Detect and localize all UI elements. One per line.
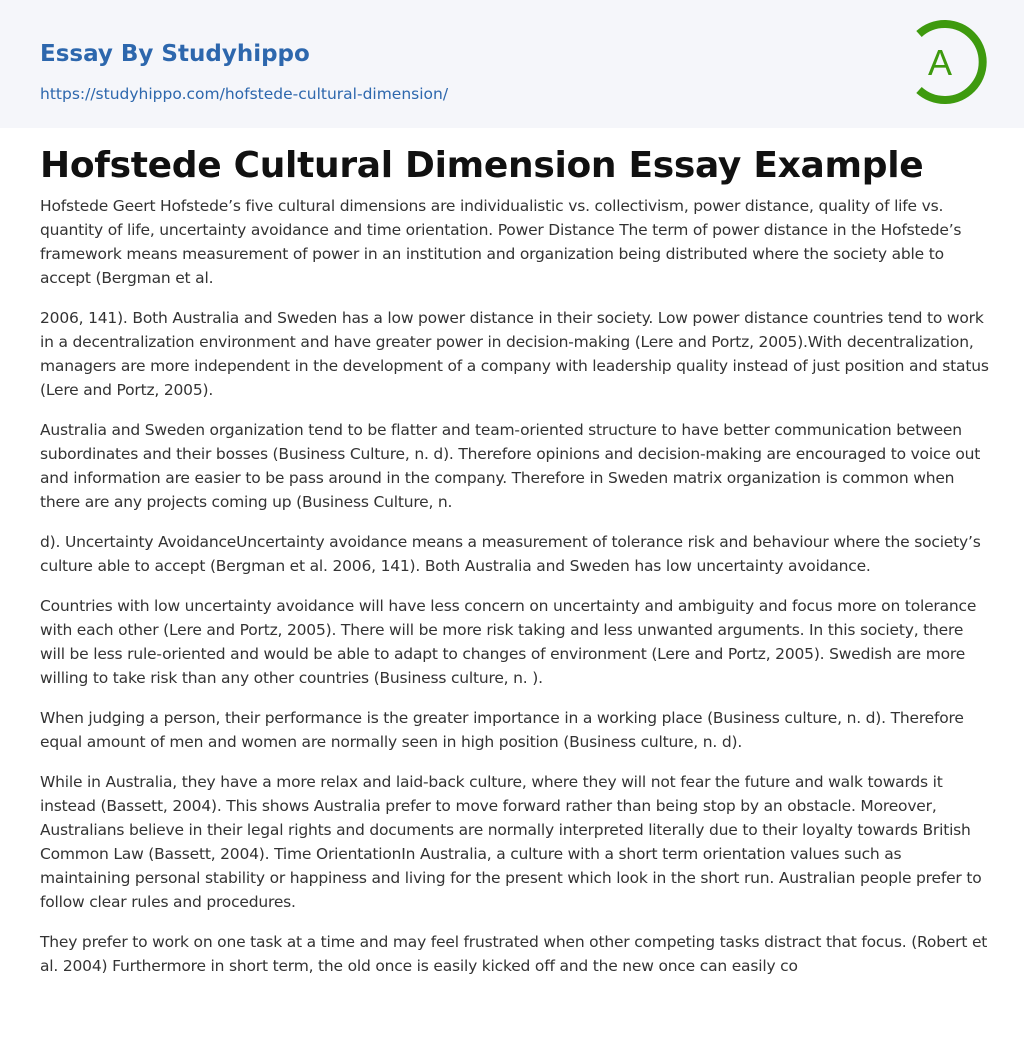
paragraph: Hofstede Geert Hofstede’s five cultural dimensions are individualistic vs. collectivism, power distance, quality of life vs. quantity of life, uncertainty avoidance and time orientation. Power Distance The term of power distance in the Hofstede’s framework means measurement of power in an institution and organization being distributed where the society able to accept (Bergman et al. (40, 197, 962, 287)
paragraph: They prefer to work on one task at a time and may feel frustrated when other competing tasks distract that focus. (Robert et al. 2004) Furthermore in short term, the old once is easily kicked off and the new once can easily co (40, 933, 988, 975)
paragraph: Australia and Sweden organization tend to be flatter and team-oriented structure to have better communication between subordinates and their bosses (Business Culture, n. d). Therefore opinions and decision-making are encouraged to voice out and information are easier to be pass around in the company. Therefore in Sweden matrix organization is common when there are any projects coming up (Business Culture, n. (40, 421, 981, 511)
essay-url-link[interactable]: https://studyhippo.com/hofstede-cultural-dimension/ (40, 85, 449, 103)
paragraph: d). Uncertainty AvoidanceUncertainty avoidance means a measurement of tolerance risk and behaviour where the society’s culture able to accept (Bergman et al. 2006, 141). Both Australia and Sweden has low uncertainty avoidance. (40, 533, 981, 575)
paragraph: When judging a person, their performance is the greater importance in a working place (Business culture, n. d). Therefore equal amount of men and women are normally seen in high position (Business culture, n. d). (40, 709, 964, 751)
paragraph: While in Australia, they have a more relax and laid-back culture, where they will not fear the future and walk towards it instead (Bassett, 2004). This shows Australia prefer to move forward rather than being stop by an obstacle. Moreover, Australians believe in their legal rights and documents are normally interpreted literally due to their loyalty towards British Common Law (Bassett, 2004). Time OrientationIn Australia, a culture with a short term orientation values such as maintaining personal stability or happiness and living for the present which look in the short run. Australian people prefer to follow clear rules and procedures. (40, 773, 982, 911)
logo-letter: A (927, 42, 953, 83)
paragraph: Countries with low uncertainty avoidance will have less concern on uncertainty and ambiguity and focus more on tolerance with each other (Lere and Portz, 2005). There will be more risk taking and less unwanted arguments. In this society, there will be less rule-oriented and would be able to adapt to changes of environment (Lere and Portz, 2005). Swedish are more willing to take risk than any other countries (Business culture, n. ). (40, 597, 977, 687)
paragraph: 2006, 141). Both Australia and Sweden has a low power distance in their society. Low power distance countries tend to work in a decentralization environment and have greater power in decision-making (Lere and Portz, 2005).With decentralization, managers are more independent in the development of a company with leadership quality instead of just position and status (Lere and Portz, 2005). (40, 309, 989, 399)
essay-body (40, 194, 990, 994)
brand-title: Essay By Studyhippo (40, 41, 310, 67)
studyhippo-logo-icon[interactable] (905, 18, 991, 106)
page-title: Hofstede Cultural Dimension Essay Example (40, 145, 924, 186)
site-header (0, 0, 1024, 128)
